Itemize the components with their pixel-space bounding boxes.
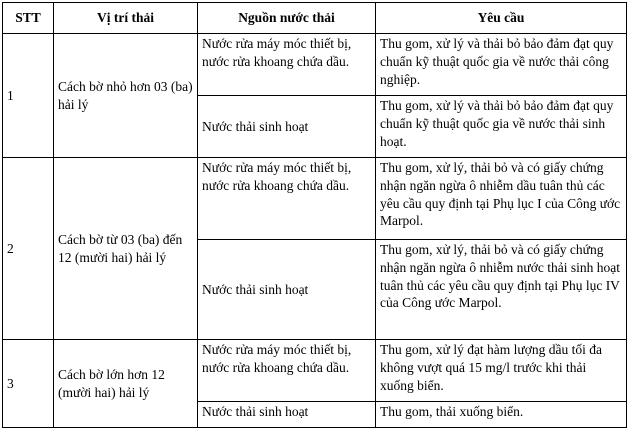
location-cell: Cách bờ lớn hơn 12 (mười hai) hải lý: [54, 340, 198, 428]
requirement-cell: Thu gom, xử lý, thải bỏ và có giấy chứng nhận ngăn ngừa ô nhiễm dầu tuân thủ các yêu cầu quy định tại Phụ lục I của Công ước Marpol.: [376, 158, 627, 240]
header-source: Nguồn nước thải: [198, 3, 376, 34]
requirement-cell: Thu gom, xử lý, thải bỏ và có giấy chứng nhận ngăn ngừa ô nhiễm nước thải sinh hoạt tuân thủ các yêu cầu quy định tại Phụ lục IV của Công ước Marpol.: [376, 240, 627, 340]
wastewater-table: [2, 2, 627, 428]
stt-cell: 1: [3, 34, 54, 158]
table-row: [3, 340, 627, 402]
table-row: [3, 34, 627, 96]
header-requirement: Yêu cầu: [376, 3, 627, 34]
location-cell: Cách bờ từ 03 (ba) đến 12 (mười hai) hải lý: [54, 158, 198, 340]
header-row: [3, 3, 627, 34]
stt-cell: 2: [3, 158, 54, 340]
requirement-cell: Thu gom, xử lý và thải bỏ bảo đảm đạt quy chuẩn kỹ thuật quốc gia về nước thải sinh hoạt.: [376, 96, 627, 158]
requirement-cell: Thu gom, xử lý đạt hàm lượng dầu tối đa không vượt quá 15 mg/l trước khi thải xuống biển.: [376, 340, 627, 402]
location-cell: Cách bờ nhỏ hơn 03 (ba) hải lý: [54, 34, 198, 158]
header-stt: STT: [3, 3, 54, 34]
source-cell: Nước rửa máy móc thiết bị, nước rửa khoang chứa dầu.: [198, 340, 376, 402]
source-cell: Nước rửa máy móc thiết bị, nước rửa khoang chứa dầu.: [198, 34, 376, 96]
stt-cell: 3: [3, 340, 54, 428]
source-cell: Nước thải sinh hoạt: [198, 96, 376, 158]
source-cell: Nước thải sinh hoạt: [198, 240, 376, 340]
requirement-cell: Thu gom, thải xuống biển.: [376, 402, 627, 428]
table-row: [3, 158, 627, 240]
source-cell: Nước rửa máy móc thiết bị, nước rửa khoang chứa dầu.: [198, 158, 376, 240]
source-cell: Nước thải sinh hoạt: [198, 402, 376, 428]
header-location: Vị trí thải: [54, 3, 198, 34]
requirement-cell: Thu gom, xử lý và thải bỏ bảo đảm đạt quy chuẩn kỹ thuật quốc gia về nước thải công nghiệp.: [376, 34, 627, 96]
